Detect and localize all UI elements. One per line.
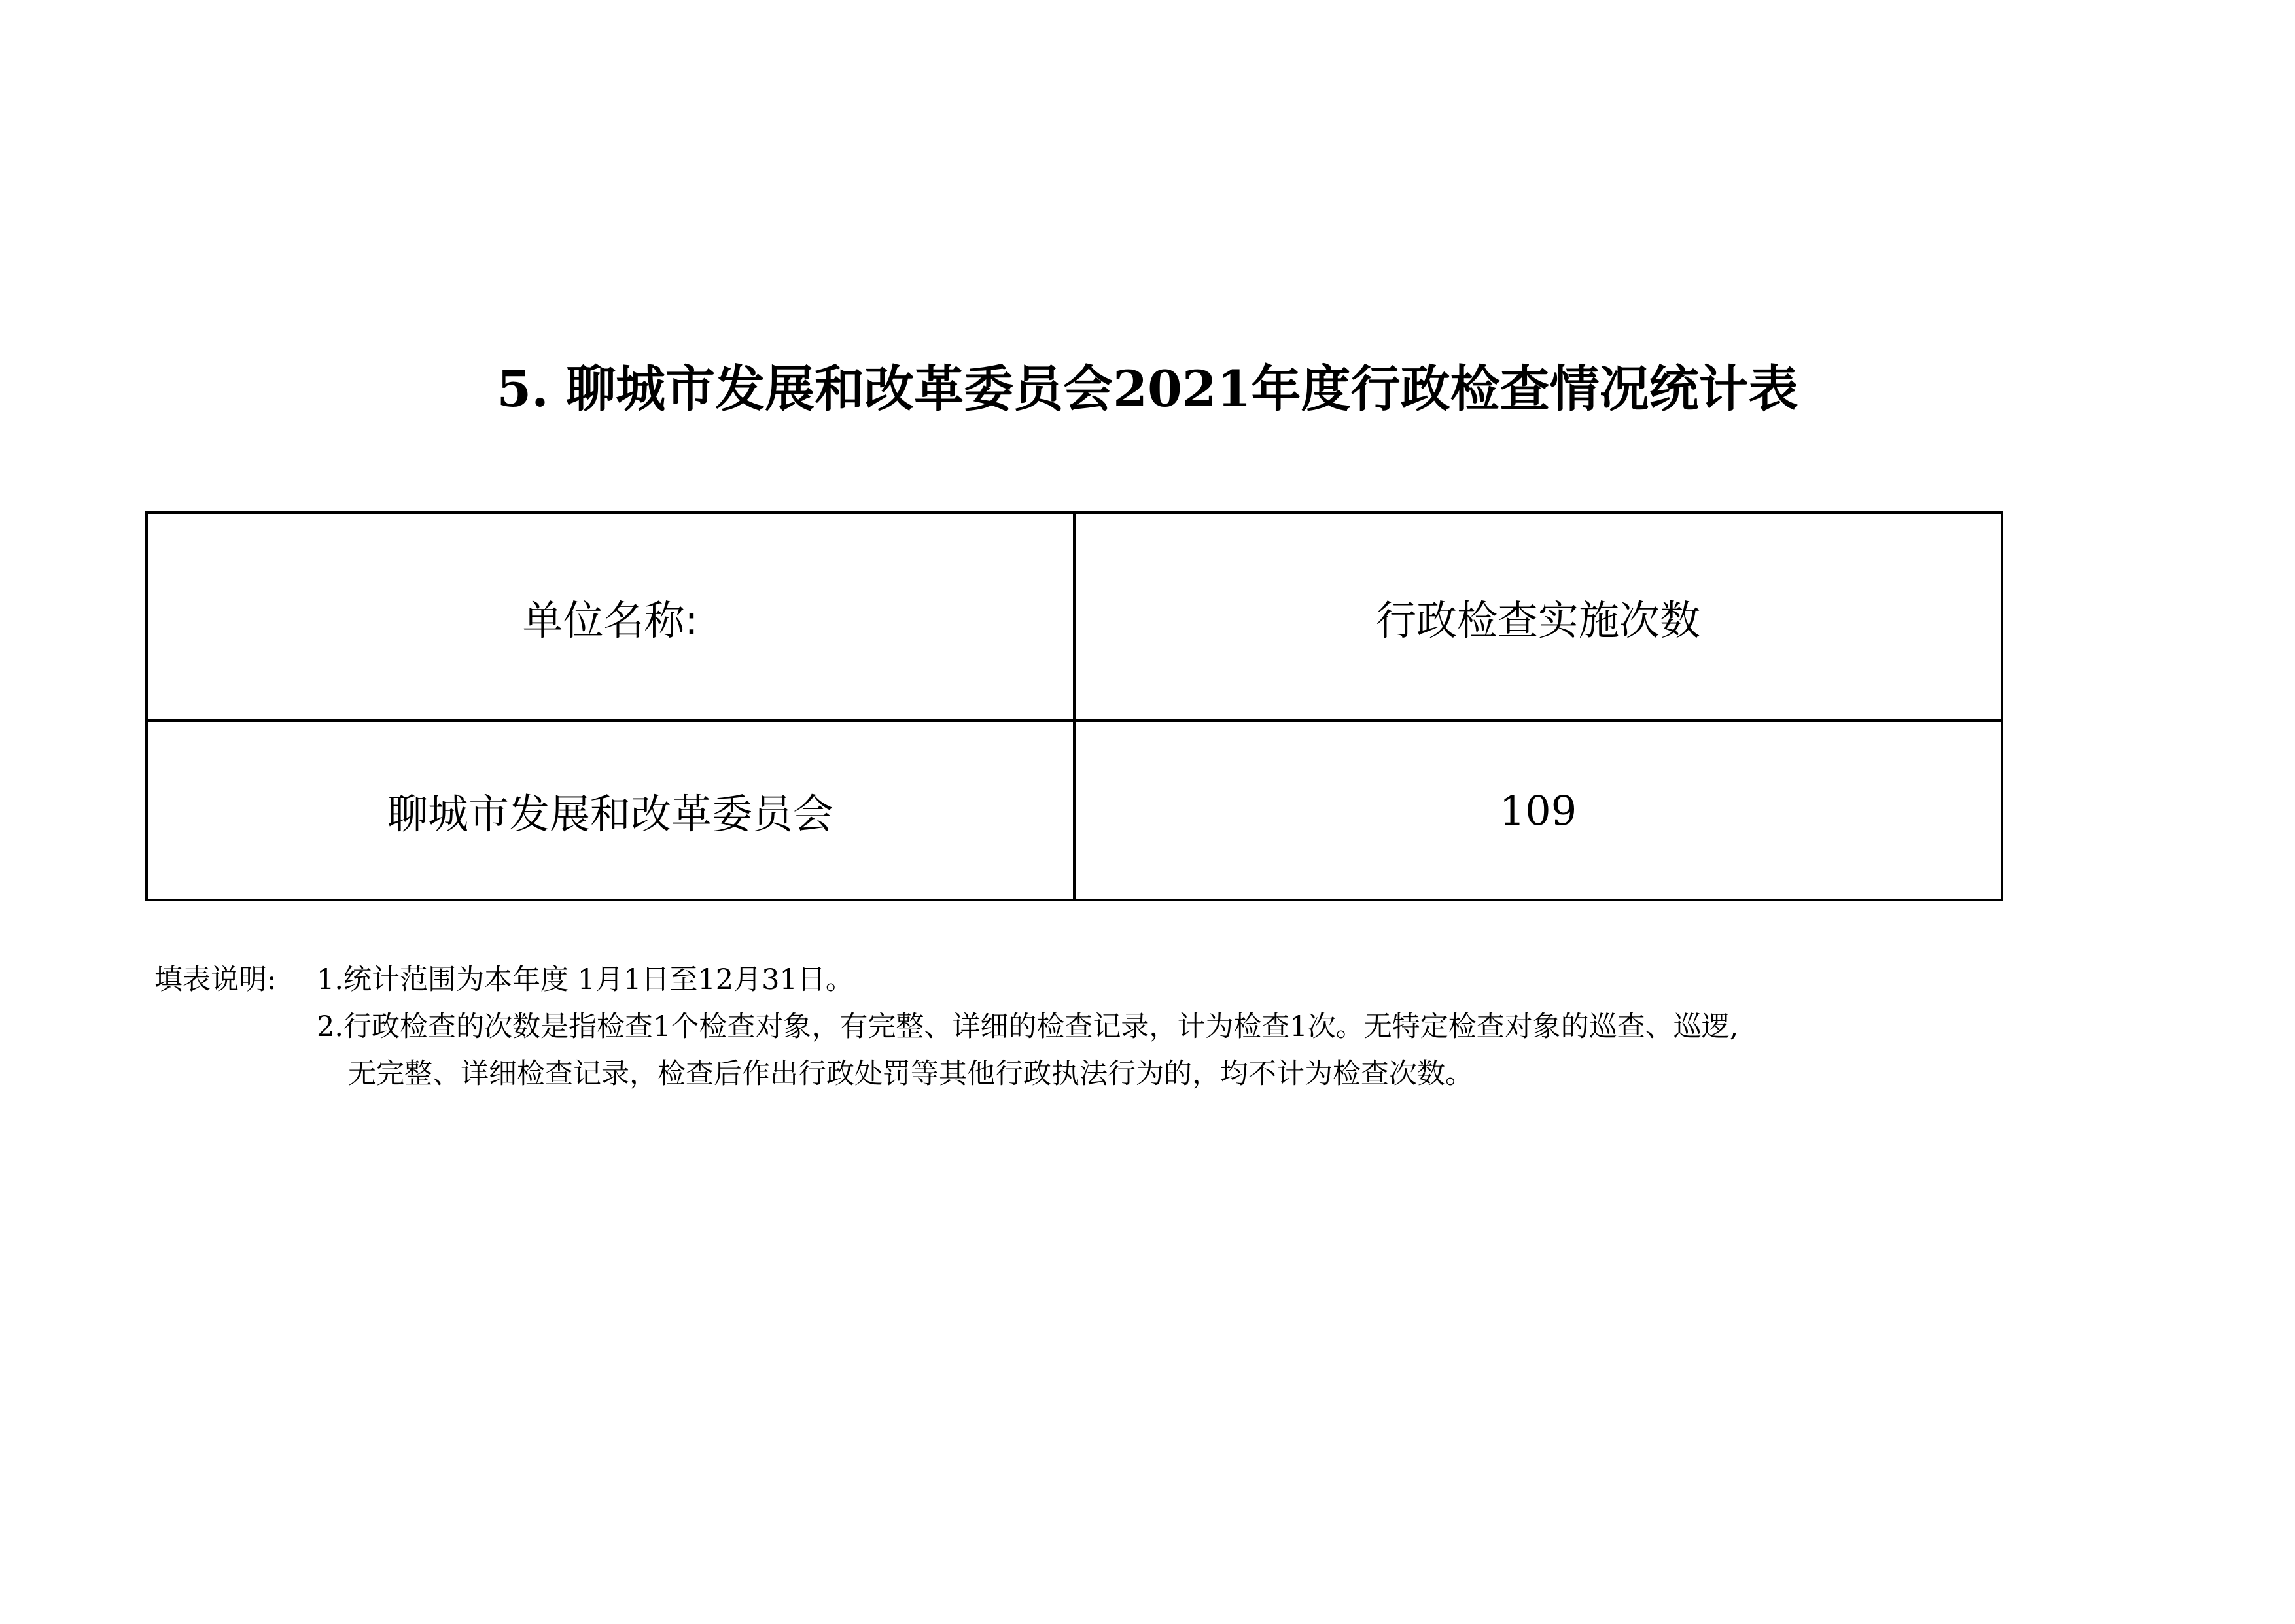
note-item-1: 1.统计范围为本年度 1月1日至12月31日。 (317, 963, 854, 996)
inspection-stats-table (145, 511, 2003, 901)
note-line-1 (154, 956, 2052, 1003)
column-header-inspection-count: 行政检查实施次数 (1074, 513, 2002, 721)
column-header-unit-name: 单位名称: (147, 513, 1074, 721)
note-line-2 (154, 1003, 2052, 1050)
page-title: 5. 聊城市发展和改革委员会2021年度行政检查情况统计表 (497, 360, 1798, 418)
note-line-3 (154, 1050, 2052, 1097)
note-item-2-line-1: 2.行政检查的次数是指检查1个检查对象，有完整、详细的检查记录，计为检查1次。无特定检查对象的巡查、巡逻, (317, 1011, 1739, 1043)
unit-name-cell: 聊城市发展和改革委员会 (147, 721, 1074, 900)
notes-label: 填表说明: (154, 963, 277, 996)
table-row (147, 721, 2002, 900)
inspection-count-cell: 109 (1074, 721, 2002, 900)
note-item-2-line-2: 无完整、详细检查记录，检查后作出行政处罚等其他行政执法行为的，均不计为检查次数。 (348, 1058, 1473, 1090)
filling-instructions (154, 956, 2052, 1097)
table-header-row (147, 513, 2002, 721)
